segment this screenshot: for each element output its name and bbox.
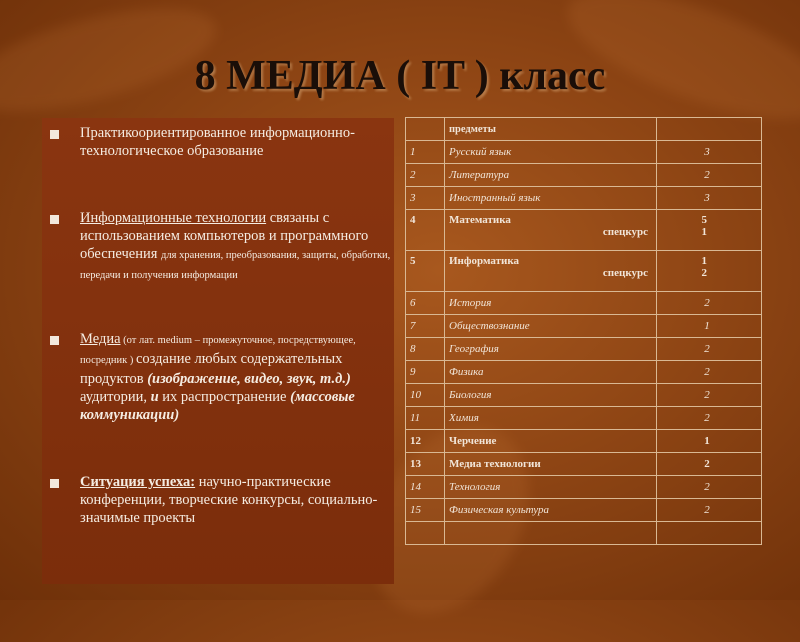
subject-cell [445,251,657,292]
table-row [406,315,762,338]
table-row [406,499,762,522]
table-row [406,361,762,384]
table-row [406,407,762,430]
hours-cell [657,251,762,292]
row-number: 5 [406,251,445,292]
bullet-square-icon [50,215,59,224]
table-cell [445,522,657,545]
hours-value: 2 [657,476,762,499]
paragraph-text: их распространение [158,389,291,405]
subjects-table [405,117,762,545]
table-cell [657,522,762,545]
row-number: 8 [406,338,445,361]
term-media: Медиа [80,331,121,347]
table-empty-row [406,522,762,545]
bullet-square-icon [50,130,59,139]
bullet-square-icon [50,479,59,488]
table-row [406,430,762,453]
hours-value: 1 [701,255,707,267]
table-row [406,164,762,187]
paragraph-small-text: (от лат. medium – промежуточное, посредствующее, посредник ) [80,335,356,366]
subject-name: Математика [449,214,511,226]
table-row [406,476,762,499]
subject-name: Черчение [445,430,657,453]
subject-name: Технология [445,476,657,499]
paragraph-text: создание любых содержательных продуктов [80,351,343,387]
description-panel [42,118,394,584]
hours-value: 2 [657,164,762,187]
paragraph-education [80,124,392,160]
subject-name: Медиа технологии [445,453,657,476]
hours-value: 2 [701,267,707,279]
bullet-square-icon [50,336,59,345]
subject-name: История [445,292,657,315]
table-cell [406,522,445,545]
table-header-row [406,118,762,141]
table-row [406,384,762,407]
paragraph-media [80,330,392,424]
hours-value: 2 [657,292,762,315]
hours-value: 2 [657,499,762,522]
hours-value: 2 [657,407,762,430]
subject-name: География [445,338,657,361]
row-number: 11 [406,407,445,430]
subject-name: Русский язык [445,141,657,164]
spec-course-label: спецкурс [602,226,648,238]
table-row [406,187,762,210]
subject-name: Физическая культура [445,499,657,522]
table-row [406,141,762,164]
term-it: Информационные технологии [80,210,267,226]
paragraph-bold-italic: (изображение, видео, звук, т.д.) [147,371,351,387]
subject-name: Литература [445,164,657,187]
row-number: 7 [406,315,445,338]
slide-title: 8 МЕДИА ( IT ) класс [194,53,606,99]
table-cell [657,118,762,141]
row-number: 13 [406,453,445,476]
table-row [406,292,762,315]
subject-name: Биология [445,384,657,407]
subject-name: Физика [445,361,657,384]
row-number: 14 [406,476,445,499]
row-number: 15 [406,499,445,522]
hours-value: 1 [657,430,762,453]
subject-name: Обществознание [445,315,657,338]
hours-value: 5 [701,214,707,226]
row-number: 1 [406,141,445,164]
subject-name: Информатика [449,255,520,267]
table-row [406,338,762,361]
subject-cell [445,210,657,251]
table-header-subjects: предметы [445,118,657,141]
hours-value: 3 [657,187,762,210]
table-row [406,453,762,476]
row-number: 10 [406,384,445,407]
paragraph-bold-italic: (массовые коммуникации) [80,389,355,423]
hours-value: 1 [701,226,707,238]
spec-course-label: спецкурс [602,267,648,279]
hours-value: 1 [657,315,762,338]
paragraph-text: научно-практические конференции, творческие конкурсы, социально-значимые проекты [80,474,378,526]
row-number: 3 [406,187,445,210]
hours-value: 2 [657,361,762,384]
table-cell [406,118,445,141]
term-success: Ситуация успеха: [80,474,196,490]
paragraph-text: аудитории, [80,389,151,405]
hours-value: 2 [657,384,762,407]
hours-value: 2 [657,338,762,361]
row-number: 12 [406,430,445,453]
table-row [406,210,762,251]
paragraph-text: Практикоориентированное информационно-технологическое образование [80,125,355,159]
table-row [406,251,762,292]
paragraph-small-text: для хранения, преобразования, защиты, обработки, передачи и получения информации [80,250,391,281]
subject-name: Химия [445,407,657,430]
paragraph-it [80,209,392,285]
hours-value: 3 [657,141,762,164]
hours-value: 2 [657,453,762,476]
row-number: 2 [406,164,445,187]
paragraph-success [80,473,392,527]
paragraph-bold-italic: и [150,389,159,405]
row-number: 4 [406,210,445,251]
row-number: 9 [406,361,445,384]
paragraph-text: связаны с использованием компьютеров и программного обеспечения [80,210,369,262]
subject-name: Иностранный язык [445,187,657,210]
row-number: 6 [406,292,445,315]
hours-cell [657,210,762,251]
